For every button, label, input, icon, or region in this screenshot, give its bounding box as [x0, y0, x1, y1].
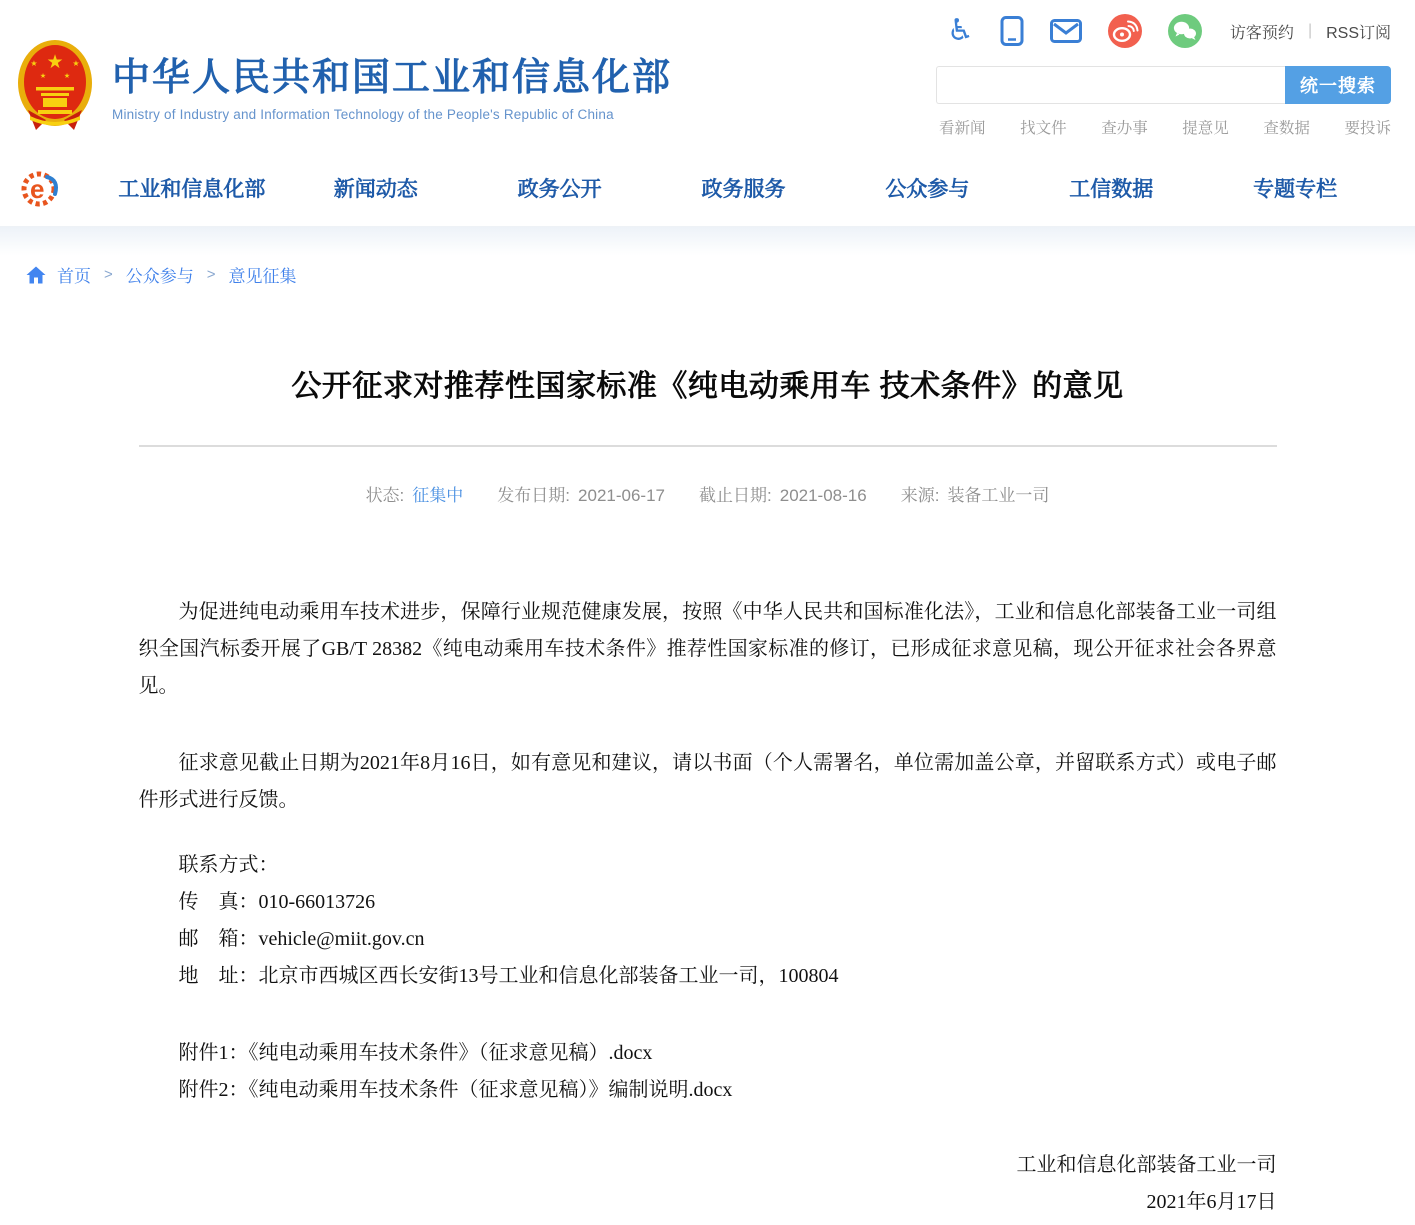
paragraph: 征求意见截止日期为2021年8月16日，如有意见和建议，请以书面（个人需署名，单位需加盖公章，并留联系方式）或电子邮件形式进行反馈。 [138, 752, 1277, 811]
breadcrumb-separator: > [104, 266, 113, 283]
quick-link-services[interactable]: 查办事 [1101, 120, 1148, 137]
deadline-value: 2021-08-16 [779, 486, 867, 505]
breadcrumb-separator: > [206, 266, 216, 283]
svg-text:e: e [30, 174, 45, 204]
email-value: vehicle@miit.gov.cn [258, 928, 425, 950]
mobile-icon[interactable] [1000, 16, 1024, 46]
site-subtitle: Ministry of Industry and Information Technology of the People's Republic of China [112, 106, 614, 122]
national-emblem [16, 38, 94, 132]
contact-fax [179, 884, 1277, 921]
svg-text:★: ★ [46, 52, 64, 73]
wechat-icon[interactable] [1168, 14, 1202, 48]
contact-email [179, 921, 1277, 958]
nav-item-public-participation[interactable]: 公众参与 [885, 178, 970, 201]
breadcrumb-home[interactable]: 首页 [57, 267, 91, 286]
page-title: 公开征求对推荐性国家标准《纯电动乘用车 技术条件》的意见 [291, 370, 1124, 403]
fax-value: 010-66013726 [258, 891, 376, 913]
miit-logo-icon [18, 165, 64, 211]
quick-link-documents[interactable]: 找文件 [1020, 120, 1067, 137]
nav-shadow-band [0, 226, 1415, 256]
paragraph: 为促进纯电动乘用车技术进步，保障行业规范健康发展，按照《中华人民共和国标准化法》，工业和信息化部装备工业一司组织全国汽标委开展了GB/T 28382《纯电动乘用车技术条件》推荐性国家标准的修订，已形成征求意见稿，现公开征求社会各界意见。 [138, 601, 1277, 697]
quick-link-data[interactable]: 查数据 [1263, 120, 1310, 137]
nav-item-special-topics[interactable]: 专题专栏 [1253, 178, 1338, 201]
email-label: 邮 箱： [178, 928, 259, 950]
meta-deadline [699, 481, 867, 506]
contact-heading: 联系方式： [178, 854, 279, 876]
signature-department: 工业和信息化部装备工业一司 [1016, 1154, 1277, 1176]
address-value: 北京市西城区西长安街13号工业和信息化部装备工业一司，100804 [258, 965, 839, 987]
signature-date: 2021年6月17日 [1146, 1191, 1277, 1213]
attachment-1-link[interactable]: 附件1：《纯电动乘用车技术条件》（征求意见稿）.docx [178, 1042, 653, 1064]
breadcrumb-opinion-collection[interactable]: 意见征集 [228, 267, 297, 286]
header-links [1230, 20, 1391, 43]
title-divider [139, 445, 1277, 447]
nav-item-miit[interactable]: 工业和信息化部 [118, 178, 266, 201]
contact-block [139, 847, 1277, 995]
quick-link-complaint[interactable]: 要投诉 [1344, 120, 1391, 137]
breadcrumb-public-participation[interactable]: 公众参与 [125, 267, 194, 286]
article [139, 361, 1277, 1221]
search-input[interactable] [936, 66, 1285, 104]
site-brand [112, 58, 672, 122]
address-label: 地 址： [178, 965, 259, 987]
signature-block [139, 1147, 1277, 1221]
quick-links [939, 116, 1391, 138]
link-divider: | [1307, 22, 1313, 39]
meta-source [901, 481, 1050, 506]
site-title: 中华人民共和国工业和信息化部 [112, 57, 673, 99]
home-icon[interactable] [26, 266, 46, 284]
article-meta [139, 481, 1277, 506]
weibo-icon[interactable] [1108, 14, 1142, 48]
article-body [139, 594, 1277, 1221]
nav-item-gov-services[interactable]: 政务服务 [701, 178, 786, 201]
source-label: 来源: [900, 486, 940, 505]
status-badge[interactable]: 征集中 [412, 486, 464, 505]
status-label: 状态: [365, 486, 405, 505]
nav-items [100, 173, 1387, 203]
contact-address [179, 958, 1277, 995]
publish-date-value: 2021-06-17 [578, 486, 665, 505]
source-value: 装备工业一司 [947, 486, 1050, 505]
breadcrumb [0, 256, 1415, 287]
unified-search-button[interactable]: 统一搜索 [1285, 66, 1391, 104]
quick-link-feedback[interactable]: 提意见 [1182, 120, 1229, 137]
nav-item-gov-disclosure[interactable]: 政务公开 [517, 178, 602, 201]
svg-text:★: ★ [63, 73, 71, 80]
svg-text:★: ★ [39, 73, 47, 80]
publish-date-label: 发布日期: [497, 486, 571, 505]
attachment-2-link[interactable]: 附件2：《纯电动乘用车技术条件（征求意见稿）》编制说明.docx [178, 1079, 733, 1101]
deadline-label: 截止日期: [699, 486, 772, 505]
site-header [0, 0, 1415, 150]
search-bar [936, 66, 1391, 104]
accessibility-icon[interactable]: ♿ [947, 13, 974, 48]
meta-publish-date [497, 481, 665, 506]
svg-text:★: ★ [30, 59, 38, 68]
rss-subscribe-link[interactable]: RSS订阅 [1326, 24, 1391, 42]
attachments-block [139, 1035, 1277, 1109]
svg-text:★: ★ [72, 59, 80, 68]
nav-item-news[interactable]: 新闻动态 [333, 178, 418, 201]
visitor-appointment-link[interactable]: 访客预约 [1229, 24, 1294, 42]
fax-label: 传 真： [178, 891, 259, 913]
meta-status [366, 481, 464, 506]
mail-icon[interactable] [1050, 19, 1082, 43]
quick-link-news[interactable]: 看新闻 [939, 120, 986, 137]
nav-item-data[interactable]: 工信数据 [1069, 178, 1154, 201]
main-nav [0, 150, 1415, 226]
header-utility-bar [921, 14, 1391, 48]
